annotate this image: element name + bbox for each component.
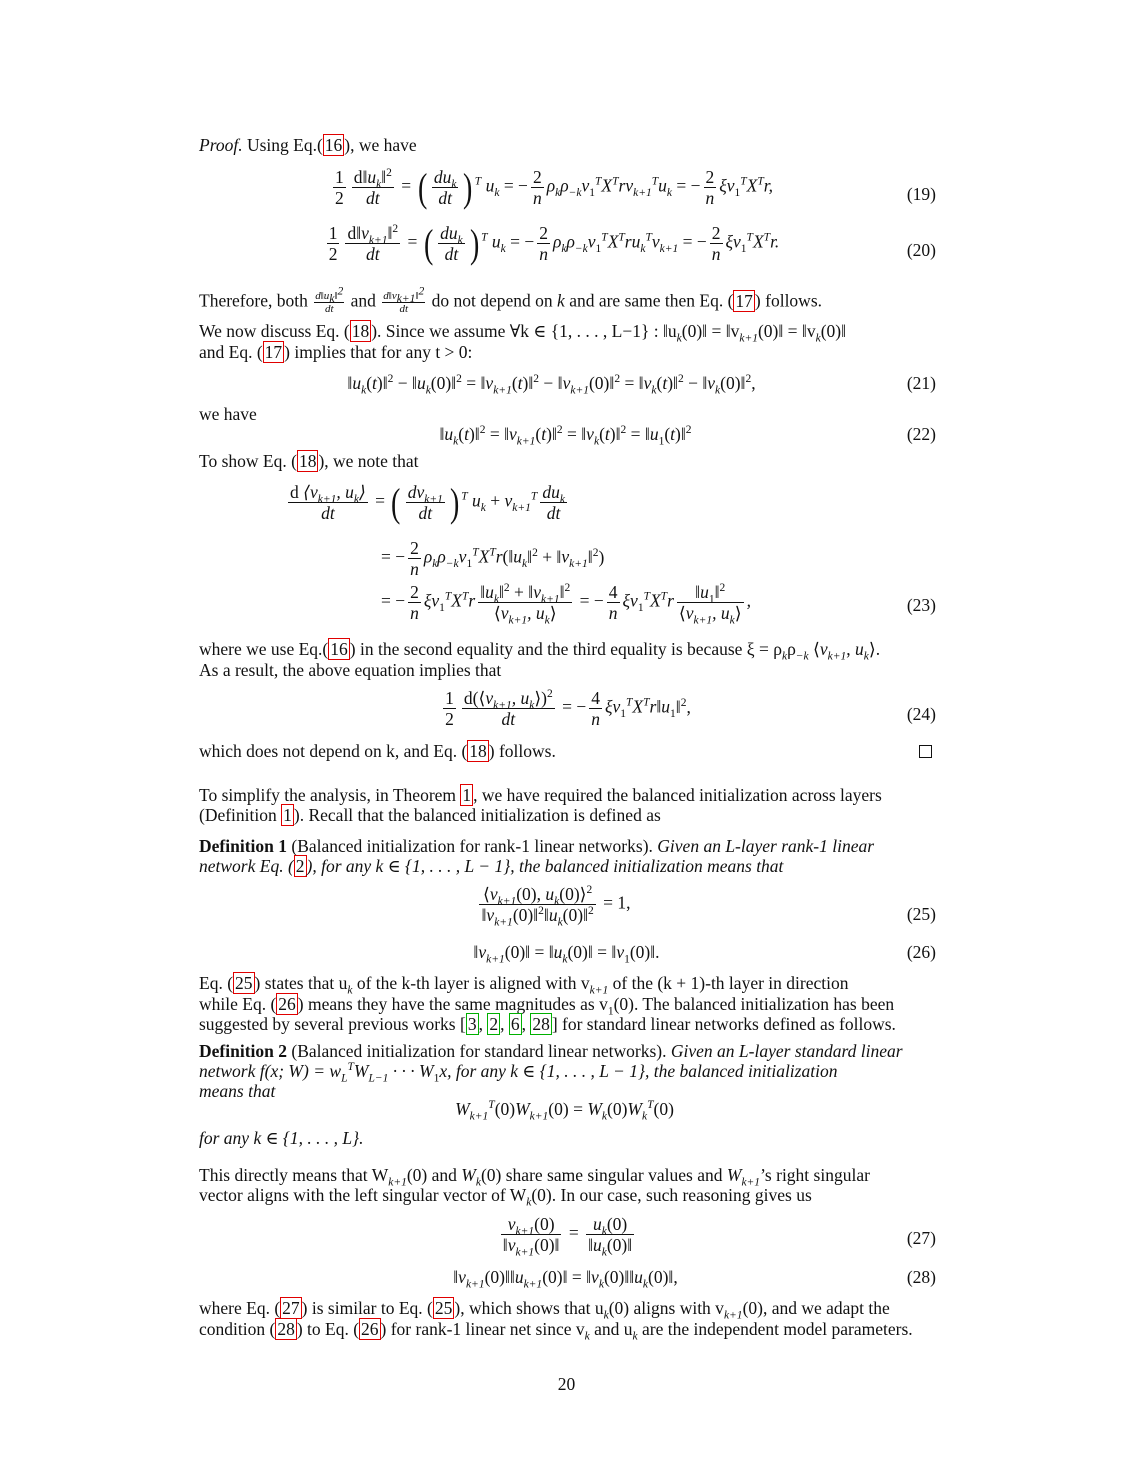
thm-ref-1[interactable]: 1 <box>462 785 472 805</box>
we-have-text: we have <box>199 404 257 424</box>
which-line: which does not depend on k, and Eq. ( 18 ) follows. <box>199 741 556 761</box>
directly-line-1: This directly means that $W_{k+1}(0)$ and $W_k(0)$ share same singular values and $W_{k+1}’s$ right singular <box>199 1165 870 1189</box>
eq-number-24: (24) <box>906 704 936 724</box>
where27-line-2: condition ( 28 ) to Eq. ( 26 ) for rank-1 linear net since $v_k$ and $u_k$ are the independent model parameters. <box>199 1319 913 1343</box>
eq-number-26: (26) <box>906 942 936 962</box>
eq-ref-18c[interactable]: 18 <box>469 741 487 761</box>
proof-label: Proof. <box>199 135 243 155</box>
eq-ref-25[interactable]: 25 <box>235 973 253 993</box>
definition-2-line-3: means that <box>199 1081 276 1101</box>
for-any-text: for any k ∈ {1, . . . , L}. <box>199 1128 364 1148</box>
equation-19: $\frac{1}{2}$ $\frac{d‖u_k‖^2}{dt}$ = ( $\frac{du_k}{dt}$ ) $^T$ $u_k$ = − $\frac{2}{n}$ $\rho_k\rho_{-k}v_1^TX^Trv_{k+1}^Tu_k$ = − $\frac{2}{n}$ $\xi v_1^TX^Tr$, <box>334 164 774 210</box>
cite-3[interactable]: 3 <box>467 1014 477 1034</box>
simplify-line-2: (Definition 1 ). Recall that the balanced initialization is defined as <box>199 805 661 825</box>
eq-number-25: (25) <box>906 904 936 924</box>
therefore-line: Therefore, both $\frac{d‖u_k‖^2}{dt}$ and $\frac{d‖v_{k+1}‖^2}{dt}$ do not depend on k and are same then Eq. ( 17 ) follows. <box>199 285 822 315</box>
cite-2[interactable]: 2 <box>489 1014 499 1034</box>
equation-24: $\frac{1}{2}$ $\frac{d(⟨v_{k+1}, u_k⟩)^2}{dt}$ = − $\frac{4}{n}$ $\xi v_1^TX^Tr‖u_1‖^2$, <box>445 688 691 729</box>
equation-22: $‖u_k(t)‖^2$ = $‖v_{k+1}(t)‖^2$ = $‖v_k(t)‖^2$ = $‖u_1(t)‖^2$ <box>439 424 692 448</box>
equation-23-line3: = − $\frac{2}{n}$ $\xi v_1^TX^Tr$ $\frac{‖u_k‖^2 + ‖v_{k+1}‖^2}{⟨v_{k+1}, u_k⟩}$ = − $\frac{4}{n}$ $\xi v_1^TX^Tr$ $\frac{‖u_1‖^2}{⟨v_{k+1}, u_k⟩}$ , <box>381 582 751 627</box>
proof-intro: Proof. Using Eq.( 16 ), we have <box>199 135 417 155</box>
eq-number-27: (27) <box>906 1228 936 1248</box>
qed-box <box>919 745 932 758</box>
equation-23-line1: $\frac{d ⟨v_{k+1}, u_k⟩}{dt}$ = ( $\frac{dv_{k+1}}{dt}$ ) $^T$ $u_k + v_{k+1}^T$ $\frac{du_k}{dt}$ <box>290 479 565 525</box>
eq-ref-17b[interactable]: 17 <box>264 342 283 362</box>
def-ref-1[interactable]: 1 <box>283 805 292 825</box>
discuss-line-2: and Eq. ( 17 ) implies that for any t > 0: <box>199 342 473 362</box>
eq-number-22: (22) <box>906 424 936 444</box>
states-line-1: Eq. ( 25 ) states that $u_k$ of the k-th layer is aligned with $v_{k+1}$ of the (k + 1)-th layer in direction <box>199 973 849 997</box>
cite-28[interactable]: 28 <box>532 1014 550 1034</box>
as-result-text: As a result, the above equation implies that <box>199 660 502 680</box>
where27-line-1: where Eq. ( 27 ) is similar to Eq. ( 25 ), which shows that $u_k(0)$ aligns with $v_{k+1}(0)$, and we adapt the <box>199 1298 890 1322</box>
to-show-text: To show Eq. ( 18 ), we note that <box>199 451 419 471</box>
where-line-1: where we use Eq.( 16 ) in the second equality and the third equality is because $\xi = \rho_k\rho_{-k}$ $⟨v_{k+1}$, $u_k⟩$. <box>199 639 881 663</box>
eq-number-23: (23) <box>906 595 936 615</box>
equation-25: $\frac{⟨v_{k+1}(0), u_k(0)⟩^2}{‖v_{k+1}(0)‖^2‖u_k(0)‖^2}$ = 1, <box>481 884 631 929</box>
states-line-3: suggested by several previous works [ 3 , 2 , 6 , 28 ] for standard linear networks defined as follows. <box>199 1014 896 1034</box>
equation-28: $‖v_{k+1}(0)‖‖u_{k+1}(0)‖$ = $‖v_k(0)‖‖u_k(0)‖$, <box>453 1267 678 1291</box>
page-number: 20 <box>557 1374 576 1394</box>
equation-23-line2: = − $\frac{2}{n}$ $\rho_k\rho_{-k}v_1^TX^Tr(‖u_k‖^2$ + $‖v_{k+1}‖^2$) <box>381 538 605 579</box>
eq-ref-16b[interactable]: 16 <box>330 639 348 659</box>
definition-1-line-2: network Eq. ( 2 ), for any k ∈ {1, . . . , L − 1}, the balanced initialization means that <box>199 856 784 876</box>
definition-2-equation: $W_{k+1}^T(0)W_{k+1}(0) = W_k(0)W_k^T(0)$ <box>455 1099 674 1123</box>
directly-line-2: vector aligns with the left singular vector of $W_k(0)$. In our case, such reasoning gives us <box>199 1185 812 1209</box>
eq-ref-18[interactable]: 18 <box>351 321 370 341</box>
definition-2-label: Definition 2 <box>199 1041 287 1061</box>
eq-ref-2[interactable]: 2 <box>295 856 305 876</box>
states-line-2: while Eq. ( 26 ) means they have the same magnitudes as $v_1(0)$. The balanced initialization has been <box>199 994 895 1018</box>
equation-27: $\frac{v_{k+1}(0)}{‖v_{k+1}(0)‖}$ = $\frac{u_k(0)}{‖u_k(0)‖}$ <box>502 1214 633 1259</box>
definition-2-line-1: Definition 2 (Balanced initialization for standard linear networks). Given an L-layer standard linear <box>199 1041 903 1061</box>
simplify-line-1: To simplify the analysis, in Theorem 1 , we have required the balanced initialization across layers <box>199 785 882 805</box>
cite-6[interactable]: 6 <box>510 1014 520 1034</box>
definition-2-line-2: network f(x; $W) = w_L^TW_{L-1}$ · · · $W_1x$, for any k ∈ {1, . . . , L − 1}, the balanced initialization <box>199 1061 838 1085</box>
eq-ref-18b[interactable]: 18 <box>298 451 317 471</box>
eq-number-21: (21) <box>906 373 936 393</box>
eq-ref-28[interactable]: 28 <box>277 1319 295 1339</box>
eq-ref-26[interactable]: 26 <box>278 994 296 1014</box>
equation-26: $‖v_{k+1}(0)‖$ = $‖u_k(0)‖$ = $‖v_1(0)‖$. <box>473 942 660 966</box>
eq-ref-16[interactable]: 16 <box>324 135 343 155</box>
definition-1-label: Definition 1 <box>199 836 287 856</box>
eq-number-19: (19) <box>906 184 936 204</box>
equation-20: $\frac{1}{2}$ $\frac{d‖v_{k+1}‖^2}{dt}$ = ( $\frac{du_k}{dt}$ ) $^T$ $u_k$ = − $\frac{2}{n}$ $\rho_k\rho_{-k}v_1^TX^Tru_k^Tv_{k+1}$ = − $\frac{2}{n}$ $\xi v_1^TX^Tr$. <box>328 220 780 266</box>
equation-21: $‖u_k(t)‖^2$ − $‖u_k(0)‖^2$ = $‖v_{k+1}(t)‖^2$ − $‖v_{k+1}(0)‖^2$ = $‖v_k(t)‖^2$ − $‖v_k(0)‖^2$, <box>347 373 756 397</box>
eq-number-20: (20) <box>906 240 936 260</box>
definition-1-line-1: Definition 1 (Balanced initialization for rank-1 linear networks). Given an L-layer rank-1 linear <box>199 836 875 856</box>
eq-ref-25b[interactable]: 25 <box>434 1298 453 1318</box>
discuss-line-1: We now discuss Eq. ( 18 ). Since we assume ∀k ∈ {1, . . . , L−1} : $‖u_k(0)‖$ = $‖v_{k+1}(0)‖$ = $‖v_k(0)‖$ <box>199 321 847 345</box>
eq-ref-17[interactable]: 17 <box>735 290 753 311</box>
eq-ref-27[interactable]: 27 <box>282 1298 300 1318</box>
eq-number-28: (28) <box>906 1267 936 1287</box>
eq-ref-26b[interactable]: 26 <box>361 1319 379 1339</box>
